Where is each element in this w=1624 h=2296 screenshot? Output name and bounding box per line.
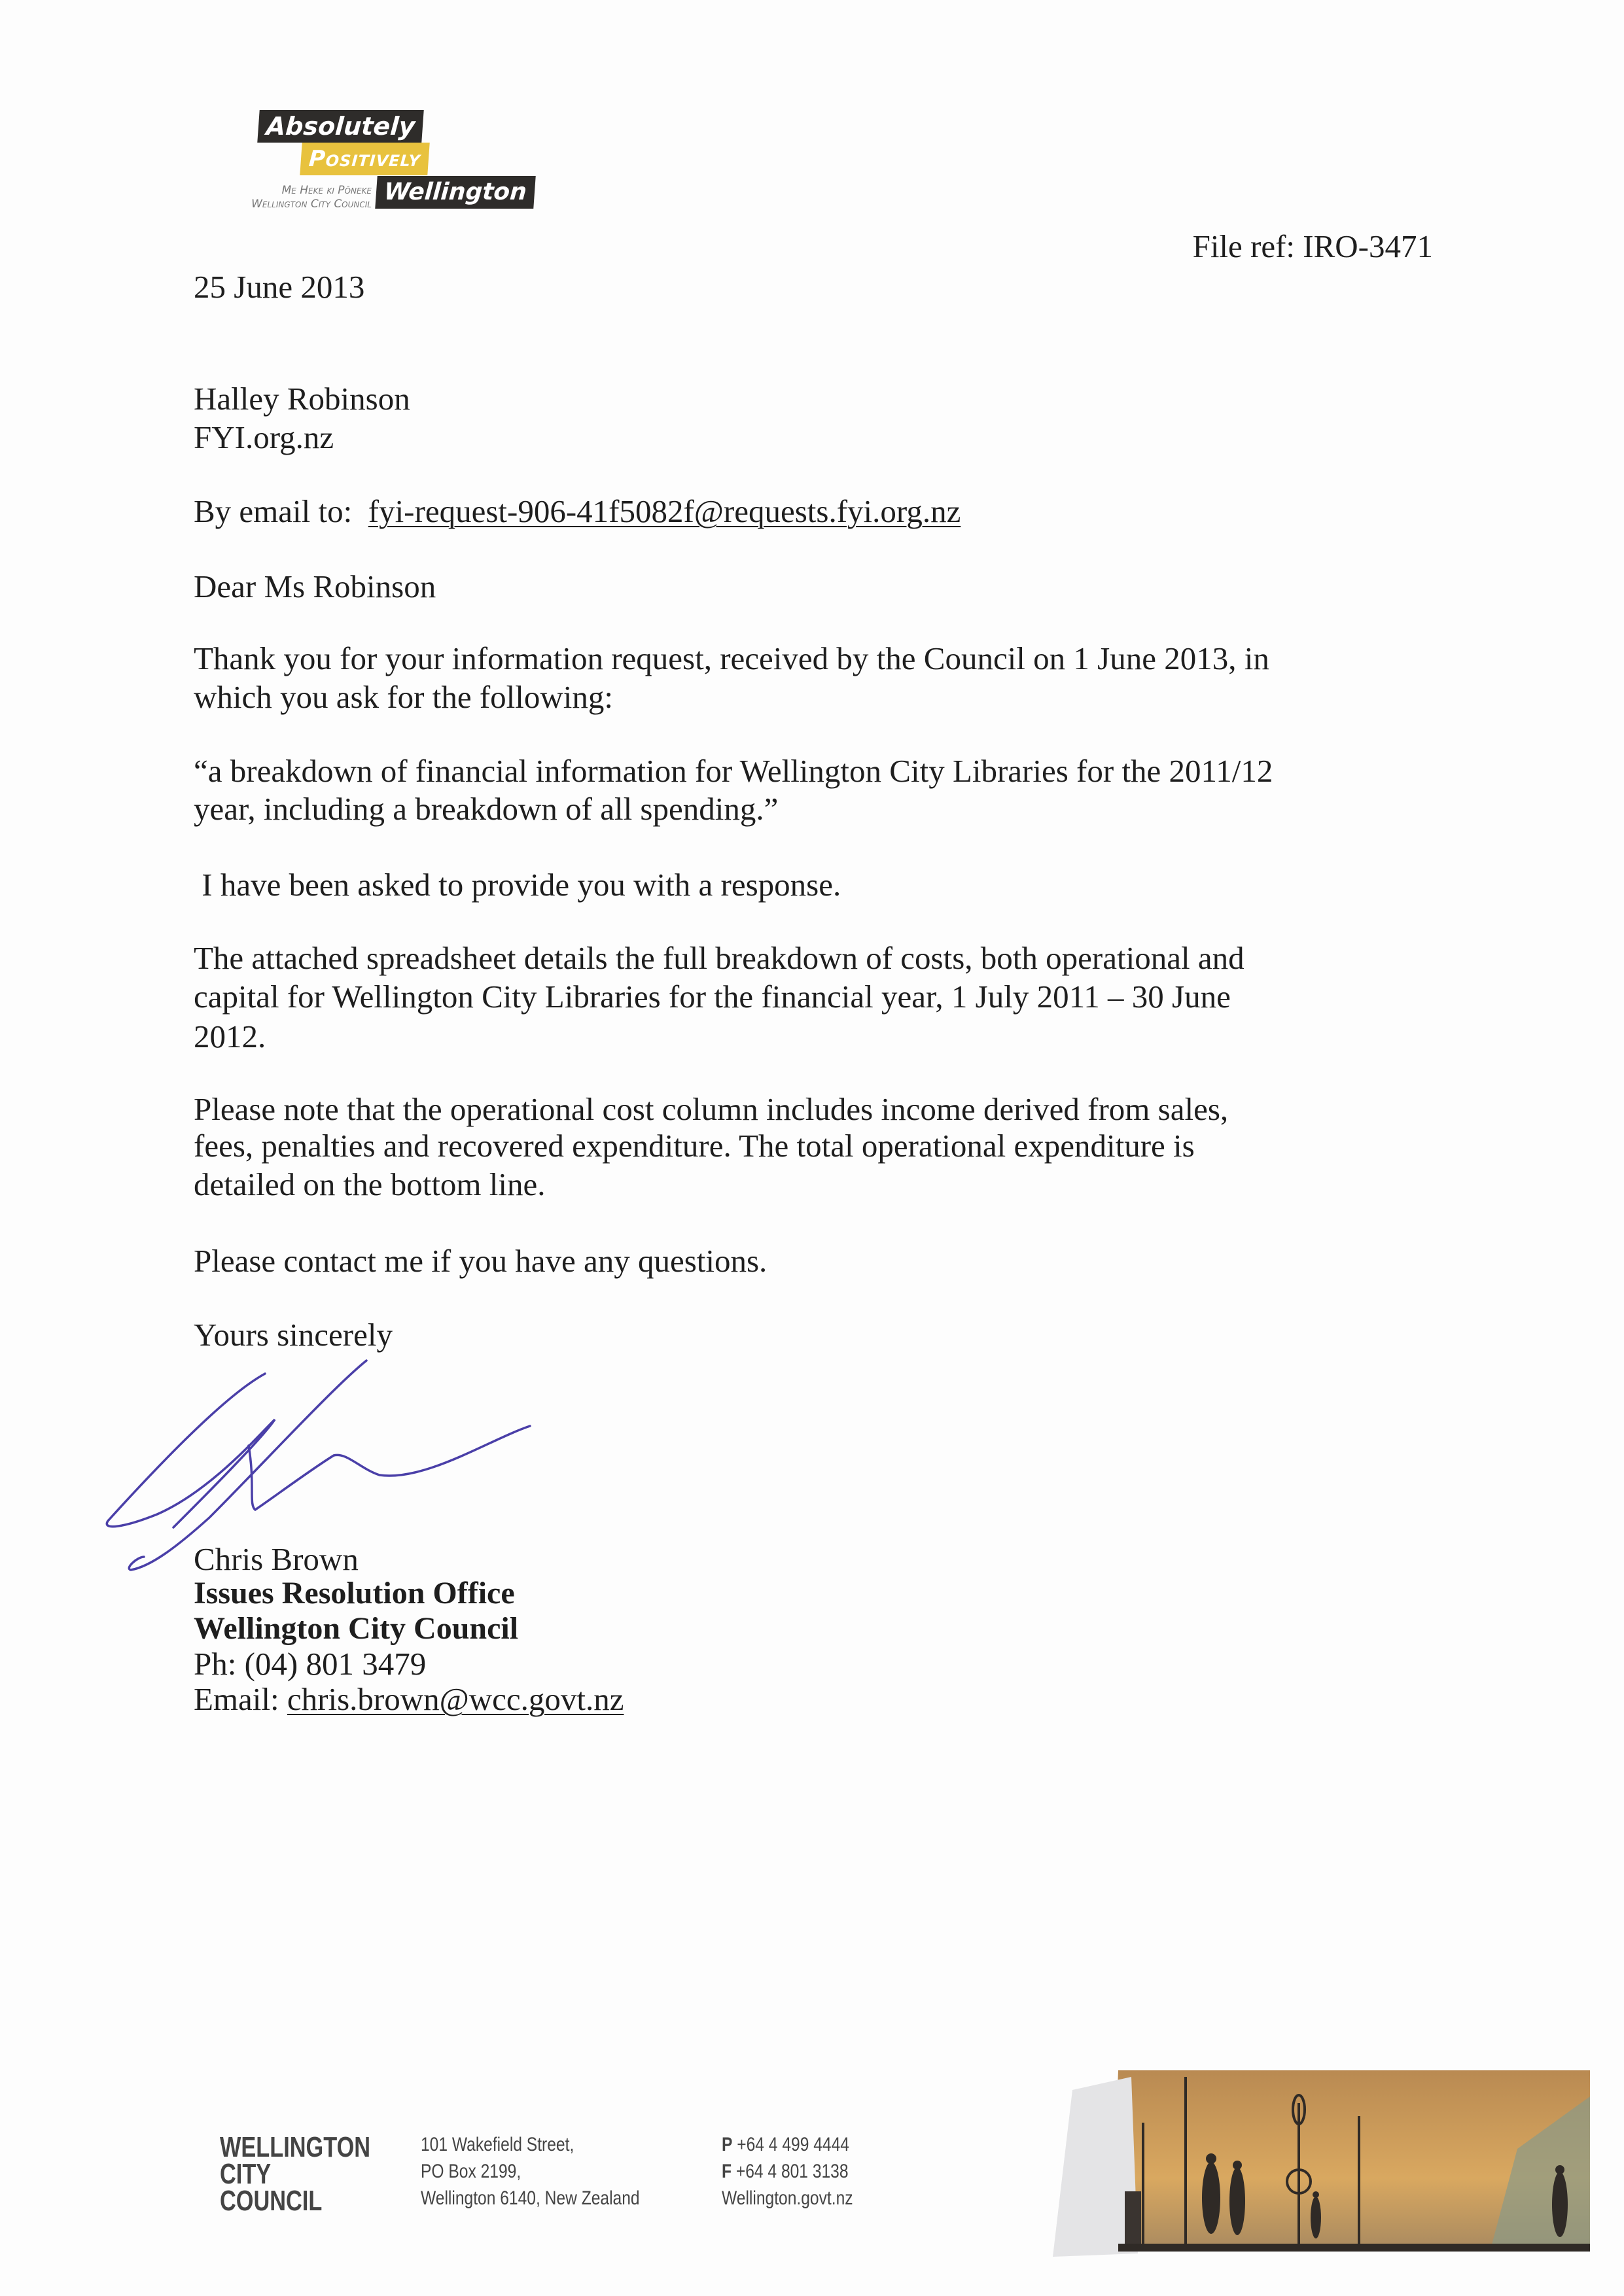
body-line: I have been asked to provide you with a response.	[194, 867, 841, 903]
footer-org-line: WELLINGTON	[220, 2131, 371, 2163]
signature-name: Chris Brown	[194, 1541, 359, 1577]
closing: Yours sincerely	[194, 1317, 393, 1353]
footer-address	[421, 2131, 640, 2212]
body-line: Thank you for your information request, received by the Council on 1 June 2013, in	[194, 640, 1269, 676]
body-line: 2012.	[194, 1018, 266, 1054]
footer-website[interactable]: Wellington.govt.nz	[722, 2187, 853, 2209]
email-label: By email to:	[194, 493, 353, 529]
body-line: capital for Wellington City Libraries for the financial year, 1 July 2011 – 30 June	[194, 979, 1231, 1015]
wcc-logo	[209, 108, 528, 216]
body-line: fees, penalties and recovered expenditure. The total operational expenditure is	[194, 1128, 1195, 1164]
recipient-name: Halley Robinson	[194, 381, 410, 417]
body-line: which you ask for the following:	[194, 679, 613, 715]
signatory-email-line	[194, 1680, 624, 1718]
footer-fax	[722, 2158, 853, 2185]
body-line: The attached spreadsheet details the full breakdown of costs, both operational and	[194, 940, 1244, 976]
body-line: Please contact me if you have any questions.	[194, 1243, 768, 1279]
logo-subtitle	[209, 184, 372, 211]
logo-absolutely: Absolutely	[257, 110, 424, 143]
footer-address-line: Wellington 6140, New Zealand	[421, 2187, 640, 2209]
recipient-org: FYI.org.nz	[194, 419, 334, 455]
body-line: Please note that the operational cost column includes income derived from sales,	[194, 1091, 1229, 1127]
logo-wellington: Wellington	[375, 176, 535, 209]
fax-label: F	[722, 2161, 732, 2182]
body-quote-line: “a breakdown of financial information for Wellington City Libraries for the 2011/12	[194, 753, 1273, 789]
email-label: Email:	[194, 1681, 279, 1717]
salutation: Dear Ms Robinson	[194, 568, 436, 604]
recipient-email-link[interactable]: fyi-request-906-41f5082f@requests.fyi.org.nz	[368, 493, 961, 529]
file-reference: File ref: IRO-3471	[1192, 228, 1433, 264]
footer-address-line: PO Box 2199,	[421, 2161, 521, 2182]
signatory-office: Issues Resolution Office	[194, 1576, 515, 1610]
footer-waterfront-photo	[1033, 2070, 1590, 2258]
logo-sub-english: Wellington City Council	[251, 198, 372, 211]
body-quote-line: year, including a breakdown of all spending.”	[194, 791, 779, 827]
footer-org-name	[220, 2131, 371, 2217]
logo-positively: Positively	[300, 143, 429, 175]
footer-org-line: COUNCIL	[220, 2185, 323, 2217]
signatory-email-link[interactable]: chris.brown@wcc.govt.nz	[287, 1681, 624, 1717]
logo-sub-maori: Me Heke ki Pōneke	[281, 184, 372, 197]
footer-org-line: CITY	[220, 2158, 272, 2190]
signatory-phone: Ph: (04) 801 3479	[194, 1646, 427, 1682]
footer-phone	[722, 2131, 853, 2158]
letter-date: 25 June 2013	[194, 269, 365, 305]
phone-label: P	[722, 2134, 733, 2155]
phone-value: +64 4 499 4444	[732, 2134, 849, 2155]
email-line	[194, 493, 961, 531]
fax-value: +64 4 801 3138	[732, 2161, 849, 2182]
footer-contact	[722, 2131, 853, 2212]
footer-address-line: 101 Wakefield Street,	[421, 2134, 574, 2155]
body-line: detailed on the bottom line.	[194, 1166, 546, 1202]
signatory-council: Wellington City Council	[194, 1611, 519, 1646]
